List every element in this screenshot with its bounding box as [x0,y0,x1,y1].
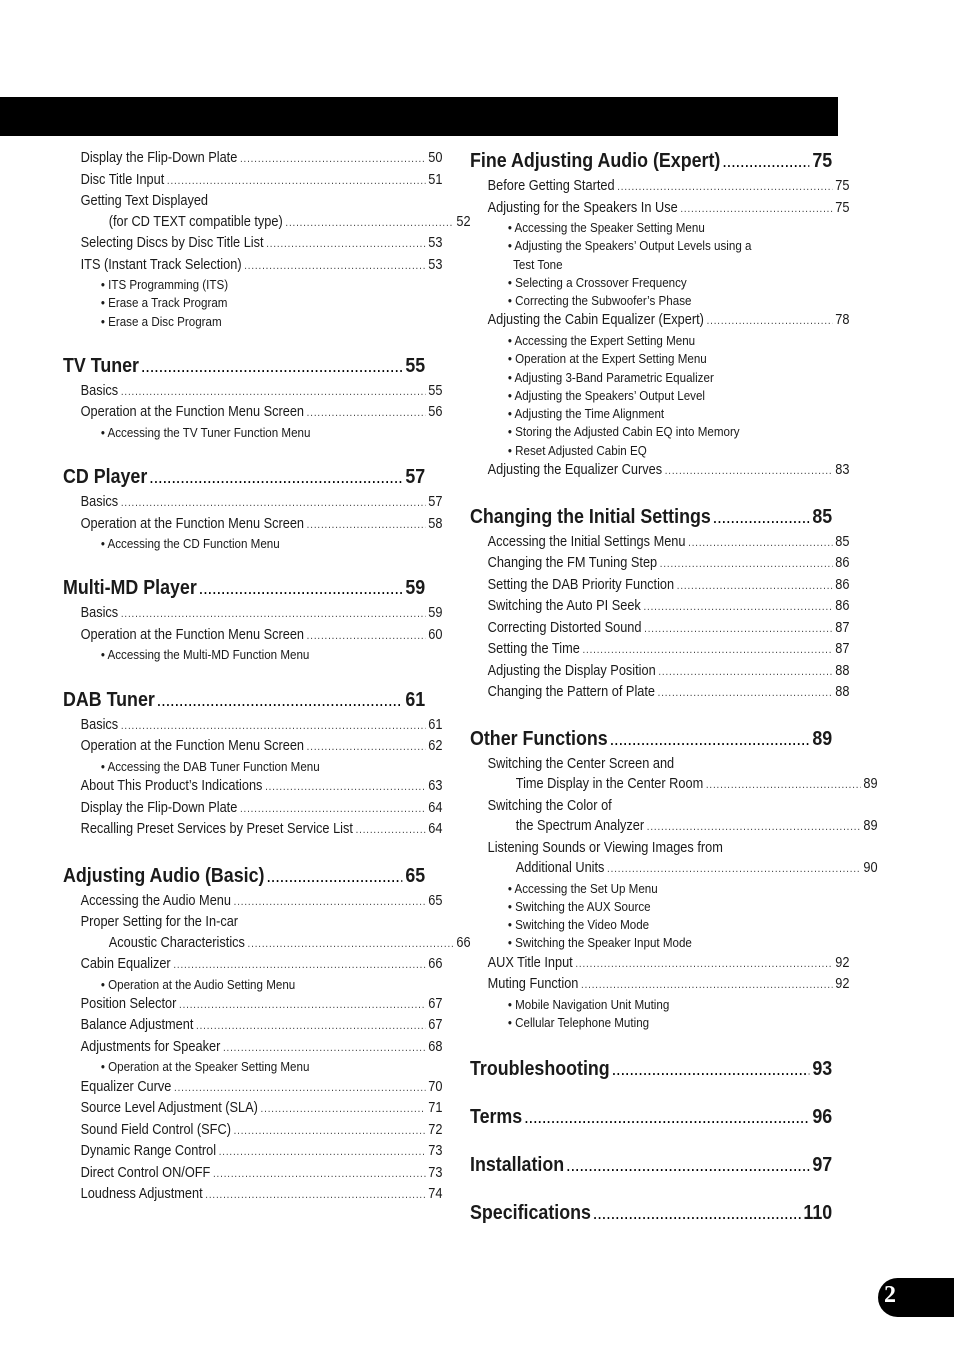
toc-entry-page: 87 [835,641,850,658]
toc-entry-page: 70 [428,1078,443,1095]
toc-entry-page: 75 [835,199,850,216]
toc-entry-label: Setting the DAB Priority Function [487,576,675,593]
toc-subentry: • Selecting a Crossover Frequency [507,274,687,290]
toc-entry-label: Adjusting the Equalizer Curves [487,462,663,479]
dot-leader [594,1202,801,1228]
toc-entry[interactable] [470,618,849,640]
toc-subentry: • Operation at the Audio Setting Menu [100,976,296,992]
toc-entry-page: 66 [456,934,471,951]
toc-entry[interactable] [470,460,849,482]
dot-leader [713,506,809,532]
toc-entry-label: Display the Flip-Down Plate [80,150,238,166]
toc-subentry: • Accessing the Set Up Menu [507,880,658,896]
toc-entry-page: 86 [835,576,850,593]
toc-entry-label: Balance Adjustment [80,1017,194,1034]
toc-entry-page: 68 [428,1038,443,1055]
toc-entry[interactable] [63,776,442,798]
toc-entry-label: ITS (Instant Track Selection) [80,256,242,273]
toc-entry-page: 85 [835,533,850,550]
section-heading-title: CD Player [63,465,148,489]
toc-entry-label: Adjusting for the Speakers In Use [487,199,678,216]
dot-leader [307,737,426,758]
dot-leader [179,995,426,1016]
toc-entry[interactable] [63,933,471,955]
section-heading-page: 59 [405,576,426,600]
toc-entry-page: 59 [428,605,443,622]
toc-entry-page: 56 [428,404,443,421]
toc-section [63,863,471,1206]
toc-subentry: • Operation at the Speaker Setting Menu [100,1059,310,1075]
toc-entry[interactable] [63,402,442,424]
toc-subentry: • Adjusting the Speakers’ Output Levels using a [507,238,752,254]
toc-entry[interactable] [470,974,849,996]
toc-section [63,148,471,331]
dot-leader [677,576,833,597]
toc-entry[interactable] [63,994,442,1016]
toc-subentry: • Switching the AUX Source [507,898,651,914]
toc-entry-page: 58 [428,515,443,532]
toc-section [470,1104,832,1132]
section-heading-other-functions[interactable] [470,726,832,754]
toc-subentry: • Switching the Video Mode [507,917,650,933]
toc-entry-label: Adjusting the Cabin Equalizer (Expert) [487,312,704,329]
toc-entry[interactable] [470,682,849,704]
section-heading-title: Changing the Initial Settings [470,504,711,528]
section-heading-fine-adjusting-audio-expert[interactable] [470,148,832,176]
toc-entry-page: 73 [428,1143,443,1160]
section-heading-title: Troubleshooting [470,1057,610,1081]
dot-leader [707,311,833,332]
section-heading-title: Terms [470,1105,523,1129]
toc-section [63,353,443,442]
toc-entry[interactable] [63,715,442,737]
toc-entry-label: Setting the Time [487,641,580,658]
toc-entry-label: Sound Field Control (SFC) [80,1121,231,1138]
toc-entry-page: 67 [428,1017,443,1034]
section-heading-title: Multi-MD Player [63,576,197,600]
section-heading-page: 89 [812,726,833,750]
section-heading-page: 97 [812,1153,833,1177]
toc-entry[interactable] [470,310,849,332]
section-heading-installation[interactable] [470,1152,832,1180]
dot-leader [647,817,861,838]
toc-entry-label: Accessing the Initial Settings Menu [487,533,686,550]
toc-entry-label: the Spectrum Analyzer [515,818,645,835]
dot-leader [219,1142,426,1163]
toc-entry-page: 50 [428,150,443,166]
toc-subentry: • Correcting the Subwoofer’s Phase [507,293,692,309]
toc-entry-label: Cabin Equalizer [80,956,171,973]
toc-entry[interactable] [63,1120,442,1142]
dot-leader [581,975,833,996]
toc-entry-label: Dynamic Range Control [80,1143,217,1160]
toc-entry-page: 61 [428,716,443,733]
section-heading-page: 85 [812,504,833,528]
toc-entry-label: Adjusting the Display Position [487,662,656,679]
toc-entry[interactable] [63,148,442,170]
dot-leader [582,640,832,661]
toc-subentry: • Adjusting the Time Alignment [507,406,665,422]
toc-entry-page: 53 [428,235,443,251]
toc-entry[interactable] [63,954,442,976]
toc-entry-page: 52 [456,213,471,230]
dot-leader [121,604,426,625]
toc-section [470,148,850,482]
toc-entry-label: Additional Units [515,860,605,877]
page-number: 2 [884,1282,896,1308]
dot-leader [213,1164,426,1185]
dot-leader [240,799,426,820]
toc-section [63,464,443,553]
dot-leader [307,403,426,424]
toc-entry[interactable] [470,816,878,838]
toc-entry[interactable] [63,1141,442,1163]
section-heading-page: 96 [812,1105,833,1129]
toc-entry-page: 92 [835,976,850,993]
toc-subentry: • Accessing the DAB Tuner Function Menu [100,758,320,774]
toc-subentry: • Accessing the Multi-MD Function Menu [100,647,310,663]
dot-leader [248,934,454,955]
dot-leader [157,689,402,715]
toc-entry-label: About This Product’s Indications [80,778,263,795]
toc-entry-page: 55 [428,382,443,399]
toc-entry-line: Getting Text Displayed [80,193,209,209]
toc-subentry: • Storing the Adjusted Cabin EQ into Memory [507,424,740,440]
toc-subentry: • ITS Programming (ITS) [100,277,229,292]
toc-entry-label: Accessing the Audio Menu [80,892,231,909]
toc-subentry: • Adjusting 3-Band Parametric Equalizer [507,369,714,385]
toc-section [63,687,443,841]
dot-leader [121,382,426,403]
toc-entry-label: Basics [80,605,119,622]
dot-leader [307,515,426,536]
toc-subentry: • Erase a Disc Program [100,313,222,329]
toc-entry[interactable] [63,625,442,647]
section-heading-cd-player[interactable] [63,464,425,492]
dot-leader [150,466,403,492]
toc-entry-line: Switching the Center Screen and [487,755,675,772]
toc-entry-page: 71 [428,1100,443,1117]
toc-entry[interactable] [63,233,442,255]
dot-leader [612,1058,809,1084]
toc-entry[interactable] [470,176,849,198]
toc-entry-page: 89 [863,776,878,793]
section-heading-page: 61 [405,687,426,711]
toc-subentry: • Switching the Speaker Input Mode [507,935,692,951]
dot-leader [244,256,425,277]
dot-leader [167,171,426,192]
dot-leader [356,820,426,841]
toc-entry-page: 88 [835,662,850,679]
section-heading-page: 110 [803,1201,833,1225]
toc-entry[interactable] [470,575,849,597]
section-heading-dab-tuner[interactable] [63,687,425,715]
toc-entry-page: 86 [835,598,850,615]
toc-section [470,504,850,704]
toc-right-column [470,148,878,1228]
page-number-tab [878,1278,954,1317]
toc-entry[interactable] [63,1077,442,1099]
section-heading-specifications[interactable] [470,1200,832,1228]
toc-subentry: • Operation at the Expert Setting Menu [507,351,707,367]
toc-subentry: • Erase a Track Program [100,295,228,311]
toc-entry-label: Operation at the Function Menu Screen [80,626,305,643]
toc-entry-line: Proper Setting for the In-car [80,914,239,931]
section-heading-title: DAB Tuner [63,687,155,711]
toc-entry-label: Display the Flip-Down Plate [80,799,238,816]
toc-entry[interactable] [63,492,442,514]
toc-entry-label: Position Selector [80,995,177,1012]
dot-leader [142,355,403,381]
dot-leader [723,150,810,176]
toc-entry-label: Basics [80,494,119,511]
toc-entry[interactable] [470,553,849,575]
toc-entry[interactable] [470,774,878,796]
toc-entry-page: 53 [428,256,443,273]
toc-subentry: Test Tone [513,256,563,272]
toc-subentry: • Mobile Navigation Unit Muting [507,996,670,1012]
dot-leader [121,493,426,514]
toc-entry-label: Muting Function [487,976,579,993]
dot-leader [575,954,832,975]
dot-leader [267,865,403,891]
section-heading-page: 55 [405,353,426,377]
toc-entry[interactable] [470,596,849,618]
dot-leader [617,177,832,198]
section-heading-changing-the-initial-settings[interactable] [470,504,832,532]
toc-entry-label: Operation at the Function Menu Screen [80,404,305,421]
toc-entry-page: 74 [428,1186,443,1203]
toc-entry-label: Operation at the Function Menu Screen [80,515,305,532]
toc-entry-label: Time Display in the Center Room [515,776,704,793]
dot-leader [173,955,425,976]
toc-entry-label: Changing the FM Tuning Step [487,555,658,572]
dot-leader [567,1154,810,1180]
section-heading-title: Other Functions [470,726,608,750]
toc-subentry: • Reset Adjusted Cabin EQ [507,442,647,458]
dot-leader [680,199,832,220]
toc-entry-label: Correcting Distorted Sound [487,619,642,636]
toc-entry-page: 51 [428,171,443,188]
toc-entry[interactable] [63,603,442,625]
toc-entry[interactable] [63,1184,442,1206]
toc-entry[interactable] [63,1037,442,1059]
dot-leader [223,1038,426,1059]
dot-leader [261,1099,426,1120]
toc-entry[interactable] [63,1015,442,1037]
toc-entry-label: Selecting Discs by Disc Title List [80,235,264,251]
section-heading-troubleshooting[interactable] [470,1056,832,1084]
section-heading-terms[interactable] [470,1104,832,1132]
toc-entry-label: Operation at the Function Menu Screen [80,738,305,755]
toc-entry-page: 66 [428,956,443,973]
section-heading-title: Installation [470,1153,565,1177]
toc-entry-label: Recalling Preset Services by Preset Service List [80,821,353,838]
toc-entry-page: 88 [835,684,850,701]
header-bar [0,97,838,136]
toc-entry-page: 78 [835,312,850,329]
toc-entry[interactable] [63,891,442,913]
toc-entry[interactable] [470,532,849,554]
toc-entry-label: Switching the Auto PI Seek [487,598,641,615]
toc-entry-page: 87 [835,619,850,636]
toc-subentry: • Cellular Telephone Muting [507,1015,650,1031]
toc-subentry: • Adjusting the Speakers’ Output Level [507,387,706,403]
dot-leader [205,1185,425,1206]
toc-entry[interactable] [470,639,849,661]
toc-entry-label: Basics [80,382,119,399]
toc-entry-page: 67 [428,995,443,1012]
toc-section [63,575,443,664]
toc-entry[interactable] [470,858,878,880]
toc-subentry: • Accessing the Expert Setting Menu [507,332,696,348]
dot-leader [121,716,426,737]
dot-leader [285,213,453,234]
section-heading-page: 65 [405,863,426,887]
section-heading-multi-md-player[interactable] [63,575,425,603]
toc-entry-page: 65 [428,892,443,909]
dot-leader [610,728,809,754]
toc-entry-label: Direct Control ON/OFF [80,1164,211,1181]
toc-subentry: • Accessing the TV Tuner Function Menu [100,424,311,440]
toc-entry-page: 75 [835,178,850,194]
toc-entry-label: Before Getting Started [487,178,615,194]
toc-entry-label: Source Level Adjustment (SLA) [80,1100,258,1117]
toc-entry[interactable] [63,1163,442,1185]
section-heading-page: 57 [405,465,426,489]
dot-leader [174,1078,426,1099]
toc-section [470,1056,832,1084]
toc-entry-page: 90 [863,860,878,877]
section-heading-title: Adjusting Audio (Basic) [63,863,265,887]
toc-entry[interactable] [63,819,442,841]
toc-entry-line: Switching the Color of [487,797,612,814]
toc-entry-page: 60 [428,626,443,643]
toc-entry-label: Equalizer Curve [80,1078,172,1095]
toc-entry-label: (for CD TEXT compatible type) [108,213,283,230]
toc-entry-line: Listening Sounds or Viewing Images from [487,839,723,856]
toc-entry-page: 86 [835,555,850,572]
toc-entry-label: Adjustments for Speaker [80,1038,221,1055]
toc-entry[interactable] [470,661,849,683]
toc-entry[interactable] [63,514,442,536]
dot-leader [665,461,833,482]
dot-leader [265,777,426,798]
dot-leader [266,234,425,255]
toc-entry-label: AUX Title Input [487,954,573,971]
toc-entry-page: 62 [428,738,443,755]
toc-section [470,726,878,1033]
toc-entry-page: 83 [835,462,850,479]
dot-leader [644,619,832,640]
toc-entry-page: 64 [428,799,443,816]
dot-leader [525,1106,810,1132]
toc-entry-page: 63 [428,778,443,795]
toc-entry-label: Acoustic Characteristics [108,934,245,951]
toc-subentry: • Accessing the Speaker Setting Menu [507,220,705,235]
toc-entry-page: 57 [428,494,443,511]
section-heading-page: 93 [812,1057,833,1081]
toc-entry[interactable] [63,736,442,758]
toc-entry[interactable] [63,1098,442,1120]
toc-section [470,1152,832,1180]
toc-entry[interactable] [63,381,442,403]
toc-entry-page: 89 [863,818,878,835]
dot-leader [658,683,833,704]
dot-leader [607,859,861,880]
toc-entry-label: Loudness Adjustment [80,1186,203,1203]
toc-entry-page: 72 [428,1121,443,1138]
dot-leader [234,1121,426,1142]
dot-leader [643,597,832,618]
dot-leader [196,1016,426,1037]
toc-entry-label: Basics [80,716,119,733]
dot-leader [199,577,402,603]
toc-entry-label: Disc Title Input [80,171,165,188]
dot-leader [234,892,426,913]
toc-entry[interactable] [63,255,442,277]
section-heading-title: Fine Adjusting Audio (Expert) [470,149,721,172]
toc-entry-page: 64 [428,821,443,838]
toc-entry[interactable] [63,798,442,820]
toc-entry[interactable] [470,198,849,220]
section-heading-adjusting-audio-basic[interactable] [63,863,425,891]
dot-leader [240,149,426,170]
toc-section [470,1200,832,1228]
section-heading-title: TV Tuner [63,353,139,377]
section-heading-page: 75 [812,149,833,172]
dot-leader [658,662,832,683]
dot-leader [660,554,833,575]
toc-entry[interactable] [470,953,849,975]
toc-left-column [63,148,471,1206]
toc-entry-label: Changing the Pattern of Plate [487,684,656,701]
dot-leader [688,533,832,554]
toc-entry[interactable] [63,170,442,192]
toc-entry[interactable] [63,212,471,234]
toc-subentry: • Accessing the CD Function Menu [100,536,280,552]
section-heading-tv-tuner[interactable] [63,353,425,381]
section-heading-title: Specifications [470,1201,591,1225]
toc-entry-page: 73 [428,1164,443,1181]
toc-entry-page: 92 [835,954,850,971]
dot-leader [307,626,426,647]
dot-leader [706,775,861,796]
